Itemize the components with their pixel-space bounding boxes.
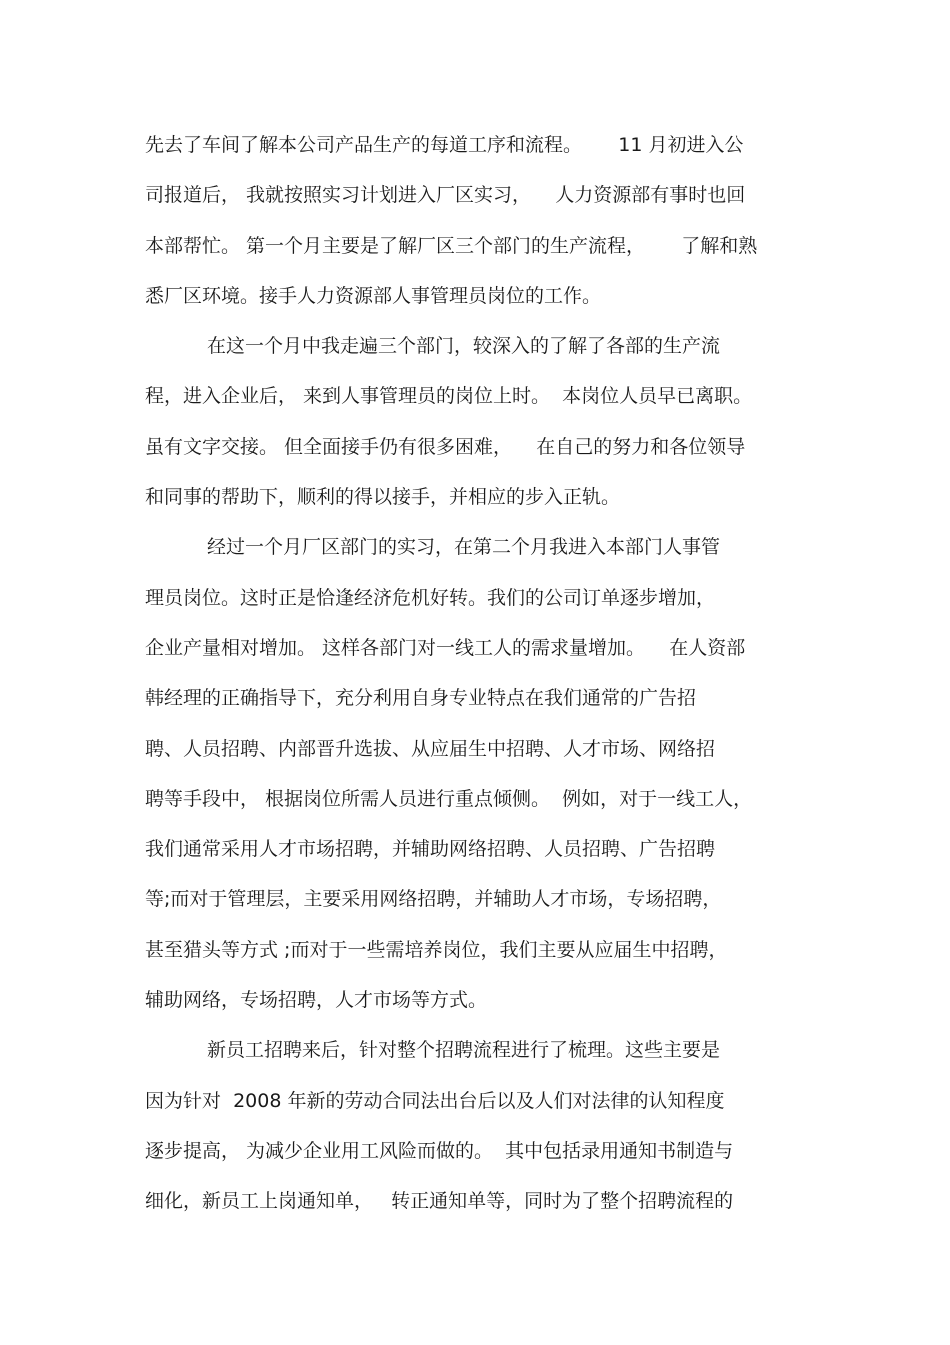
text-line: 先去了车间了解本公司产品生产的每道工序和流程。 11 月初进入公 <box>145 134 744 156</box>
text-line: 企业产量相对增加。 这样各部门对一线工人的需求量增加。 在人资部 <box>145 636 746 659</box>
text-line: 理员岗位。这时正是恰逢经济危机好转。我们的公司订单逐步增加， <box>145 586 716 609</box>
text-line: 悉厂区环境。接手人力资源部人事管理员岗位的工作。 <box>145 284 602 307</box>
paragraph-first-line: 在这一个月中我走遍三个部门，较深入的了解了各部的生产流 <box>207 335 721 358</box>
text-line: 韩经理的正确指导下，充分利用自身专业特点在我们通常的广告招 <box>145 687 697 710</box>
text-line: 因为针对 2008 年新的劳动合同法出台后以及人们对法律的认知程度 <box>145 1089 725 1112</box>
text-line: 程，进入企业后， 来到人事管理员的岗位上时。 本岗位人员早已离职。 <box>145 385 753 408</box>
text-line: 我们通常采用人才市场招聘，并辅助网络招聘、人员招聘、广告招聘 <box>145 838 716 861</box>
text-line: 辅助网络，专场招聘，人才市场等方式。 <box>145 989 488 1012</box>
text-line: 聘等手段中， 根据岗位所需人员进行重点倾侧。 例如，对于一线工人， <box>145 787 753 810</box>
text-line: 细化，新员工上岗通知单， 转正通知单等，同时为了整个招聘流程的 <box>145 1190 734 1213</box>
text-line: 司报道后， 我就按照实习计划进入厂区实习， 人力资源部有事时也回 <box>145 184 746 207</box>
text-line: 甚至猎头等方式 ;而对于一些需培养岗位，我们主要从应届生中招聘， <box>145 938 728 961</box>
paragraph-first-line: 新员工招聘来后，针对整个招聘流程进行了梳理。这些主要是 <box>207 1039 721 1062</box>
text-line: 等;而对于管理层，主要采用网络招聘，并辅助人才市场，专场招聘， <box>145 888 722 911</box>
paragraph-first-line: 经过一个月厂区部门的实习，在第二个月我进入本部门人事管 <box>207 536 721 559</box>
text-line: 本部帮忙。 第一个月主要是了解厂区三个部门的生产流程， 了解和熟 <box>145 234 758 257</box>
body-text <box>145 120 810 1227</box>
text-line: 虽有文字交接。 但全面接手仍有很多困难， 在自己的努力和各位领导 <box>145 435 746 458</box>
text-line: 逐步提高， 为减少企业用工风险而做的。 其中包括录用通知书制造与 <box>145 1139 734 1162</box>
text-line: 聘、人员招聘、内部晋升选拔、从应届生中招聘、人才市场、网络招 <box>145 737 716 760</box>
text-line: 和同事的帮助下，顺利的得以接手，并相应的步入正轨。 <box>145 486 621 509</box>
